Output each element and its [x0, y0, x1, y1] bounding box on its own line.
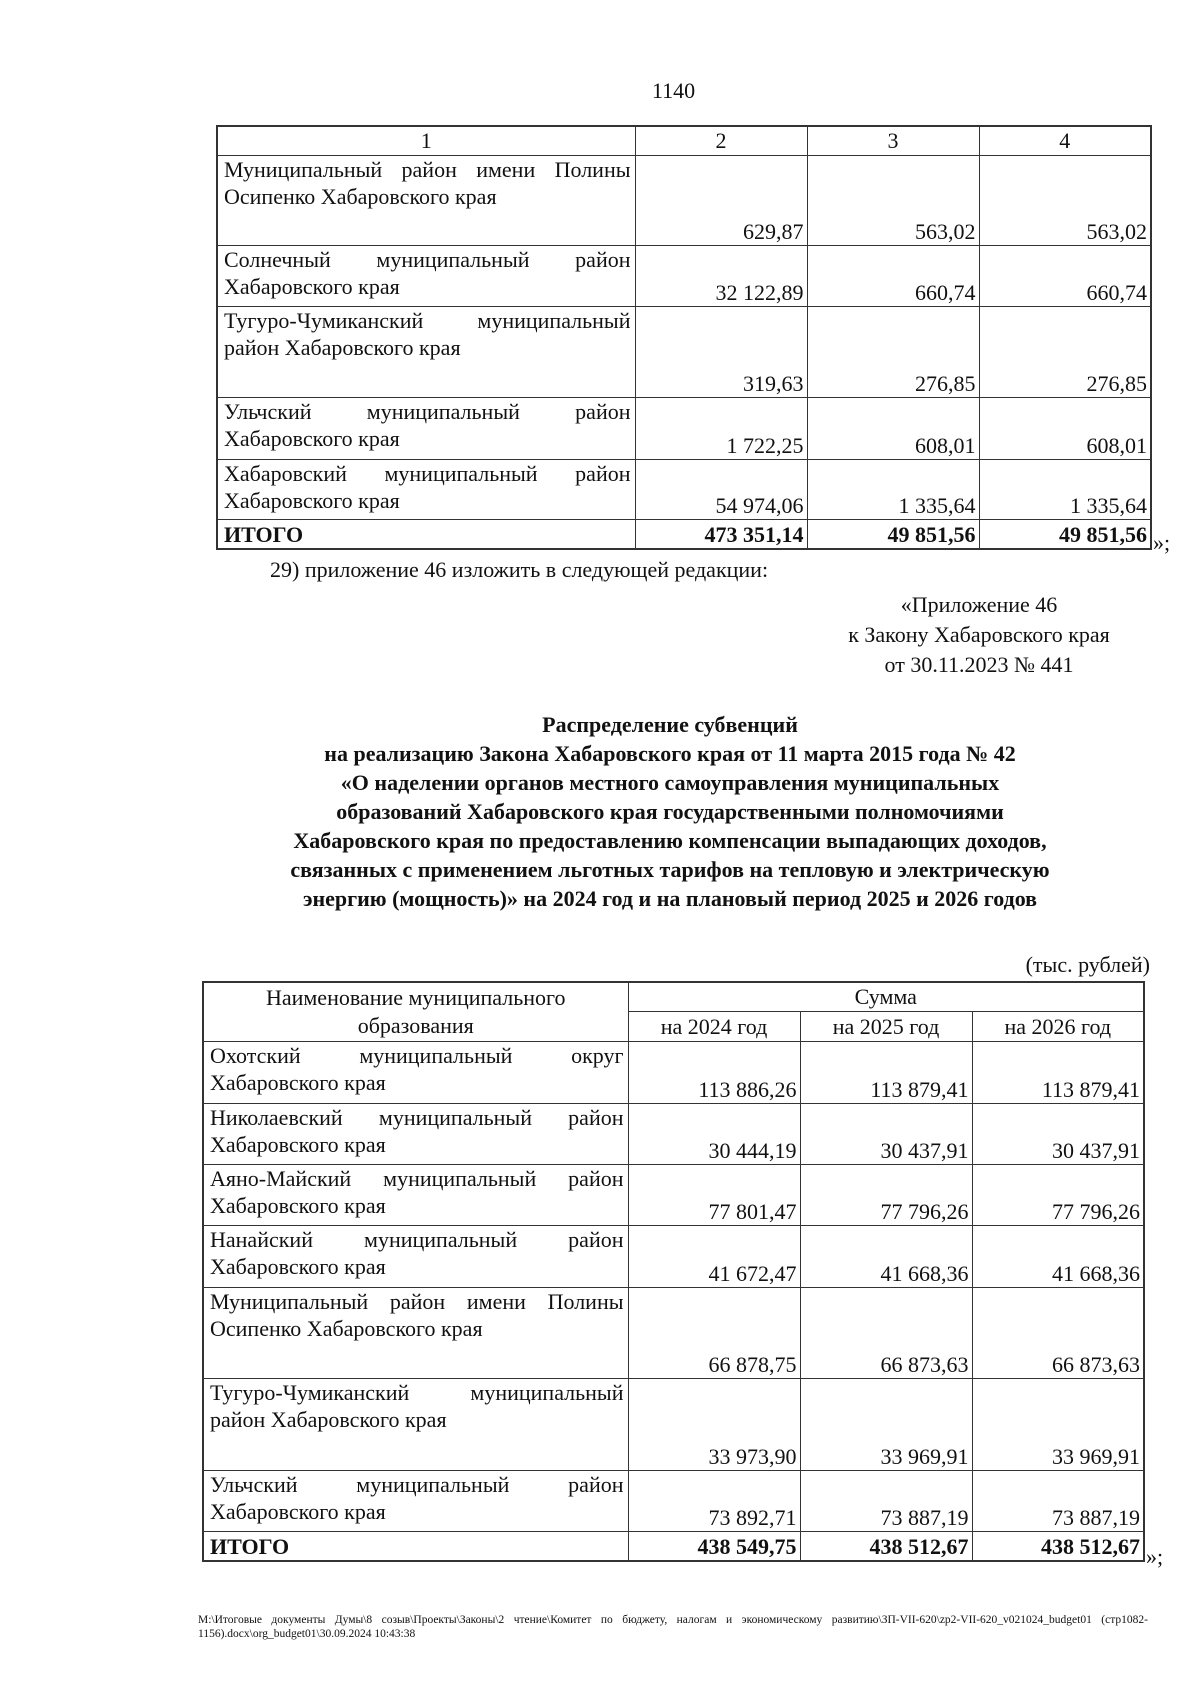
value-2026: 73 887,19 — [972, 1470, 1144, 1531]
table-row — [203, 1225, 1144, 1287]
header-year-2024: на 2024 год — [628, 1011, 800, 1041]
title-line: на реализацию Закона Хабаровского края от 11 марта 2015 года № 42 — [324, 741, 1016, 766]
value-2026: 41 668,36 — [972, 1225, 1144, 1287]
table-row — [203, 1164, 1144, 1225]
header-year-2025: на 2025 год — [800, 1011, 972, 1041]
total-label: ИТОГО — [217, 519, 635, 549]
total-label: ИТОГО — [203, 1531, 628, 1561]
value-2026: 276,85 — [979, 306, 1151, 397]
value-2024: 1 722,25 — [635, 397, 807, 459]
column-number-4: 4 — [979, 126, 1151, 155]
total-row — [203, 1531, 1144, 1561]
value-2024: 32 122,89 — [635, 245, 807, 306]
value-2025: 33 969,91 — [800, 1378, 972, 1470]
total-row — [217, 519, 1151, 549]
total-2025: 49 851,56 — [807, 519, 979, 549]
value-2026: 563,02 — [979, 155, 1151, 245]
title-line: Хабаровского края по предоставлению компенсации выпадающих доходов, — [293, 828, 1047, 853]
appendix-line: от 30.11.2023 № 441 — [884, 652, 1074, 677]
value-2025: 563,02 — [807, 155, 979, 245]
title-line: образований Хабаровского края государственными полномочиями — [336, 799, 1004, 824]
value-2026: 660,74 — [979, 245, 1151, 306]
appendix-reference — [814, 590, 1144, 680]
column-number-1: 1 — [217, 126, 635, 155]
instruction-text: 29) приложение 46 изложить в следующей редакции: — [270, 557, 769, 582]
total-2026: 49 851,56 — [979, 519, 1151, 549]
table-row — [217, 245, 1151, 306]
value-2026: 66 873,63 — [972, 1287, 1144, 1378]
value-2026: 33 969,91 — [972, 1378, 1144, 1470]
appendix-line: «Приложение 46 — [900, 592, 1058, 617]
value-2025: 41 668,36 — [800, 1225, 972, 1287]
row-name: Николаевский муниципальный район Хабаровского края — [203, 1103, 628, 1164]
row-name: Тугуро-Чумиканский муниципальный район Хабаровского края — [217, 306, 635, 397]
table-continued — [216, 125, 1152, 550]
closing-quote: »; — [1153, 530, 1171, 555]
row-name: Тугуро-Чумиканский муниципальный район Хабаровского края — [203, 1378, 628, 1470]
value-2025: 113 879,41 — [800, 1041, 972, 1103]
total-2024: 473 351,14 — [635, 519, 807, 549]
value-2025: 77 796,26 — [800, 1164, 972, 1225]
row-name: Солнечный муниципальный район Хабаровского края — [217, 245, 635, 306]
value-2024: 66 878,75 — [628, 1287, 800, 1378]
closing-quote: »; — [1146, 1544, 1164, 1569]
value-2024: 77 801,47 — [628, 1164, 800, 1225]
table-row — [217, 155, 1151, 245]
row-name: Аяно-Майский муниципальный район Хабаровского края — [203, 1164, 628, 1225]
value-2026: 608,01 — [979, 397, 1151, 459]
value-2025: 1 335,64 — [807, 459, 979, 519]
header-year-2026: на 2026 год — [972, 1011, 1144, 1041]
table-row — [217, 306, 1151, 397]
table-row — [217, 459, 1151, 519]
row-name: Ульчский муниципальный район Хабаровского края — [217, 397, 635, 459]
value-2025: 276,85 — [807, 306, 979, 397]
title-line: «О наделении органов местного самоуправления муниципальных — [340, 770, 1000, 795]
title-line: Распределение субвенций — [542, 712, 798, 737]
row-name: Нанайский муниципальный район Хабаровского края — [203, 1225, 628, 1287]
table-row — [203, 1103, 1144, 1164]
units-label: (тыс. рублей) — [1025, 952, 1150, 977]
header-sum: Сумма — [628, 982, 1144, 1011]
value-2025: 73 887,19 — [800, 1470, 972, 1531]
row-name: Ульчский муниципальный район Хабаровского края — [203, 1470, 628, 1531]
title-line: связанных с применением льготных тарифов на тепловую и электрическую — [290, 857, 1050, 882]
table-row — [203, 1041, 1144, 1103]
table-row — [217, 397, 1151, 459]
table-row — [203, 1378, 1144, 1470]
row-name: Муниципальный район имени Полины Осипенко Хабаровского края — [203, 1287, 628, 1378]
row-name: Охотский муниципальный округ Хабаровского края — [203, 1041, 628, 1103]
column-number-2: 2 — [635, 126, 807, 155]
value-2024: 33 973,90 — [628, 1378, 800, 1470]
value-2024: 319,63 — [635, 306, 807, 397]
value-2025: 660,74 — [807, 245, 979, 306]
document-title — [210, 710, 1130, 913]
value-2025: 66 873,63 — [800, 1287, 972, 1378]
total-2025: 438 512,67 — [800, 1531, 972, 1561]
value-2026: 30 437,91 — [972, 1103, 1144, 1164]
column-number-3: 3 — [807, 126, 979, 155]
value-2024: 73 892,71 — [628, 1470, 800, 1531]
value-2024: 54 974,06 — [635, 459, 807, 519]
table-header-row — [203, 982, 1144, 1011]
file-path-footer: M:\Итоговые документы Думы\8 созыв\Проекты\Законы\2 чтение\Комитет по бюджету, налогам и экономическому развитию\ЗП-VII-620\zp2-VII-620_v021024_budget01 (стр1082-1156).docx\org_budget01\30.09.2024 10:43:38 — [198, 1614, 1148, 1640]
value-2024: 113 886,26 — [628, 1041, 800, 1103]
row-name: Хабаровский муниципальный район Хабаровского края — [217, 459, 635, 519]
row-name: Муниципальный район имени Полины Осипенко Хабаровского края — [217, 155, 635, 245]
value-2025: 30 437,91 — [800, 1103, 972, 1164]
total-2024: 438 549,75 — [628, 1531, 800, 1561]
value-2024: 30 444,19 — [628, 1103, 800, 1164]
table-row — [203, 1470, 1144, 1531]
table-header-row — [217, 126, 1151, 155]
appendix-line: к Закону Хабаровского края — [848, 622, 1110, 647]
table-row — [203, 1287, 1144, 1378]
title-line: энергию (мощность)» на 2024 год и на плановый период 2025 и 2026 годов — [302, 886, 1038, 911]
value-2024: 41 672,47 — [628, 1225, 800, 1287]
value-2025: 608,01 — [807, 397, 979, 459]
value-2026: 77 796,26 — [972, 1164, 1144, 1225]
value-2026: 1 335,64 — [979, 459, 1151, 519]
value-2024: 629,87 — [635, 155, 807, 245]
value-2026: 113 879,41 — [972, 1041, 1144, 1103]
subvention-table — [202, 981, 1145, 1562]
header-name: Наименование муниципального образования — [203, 982, 628, 1041]
total-2026: 438 512,67 — [972, 1531, 1144, 1561]
